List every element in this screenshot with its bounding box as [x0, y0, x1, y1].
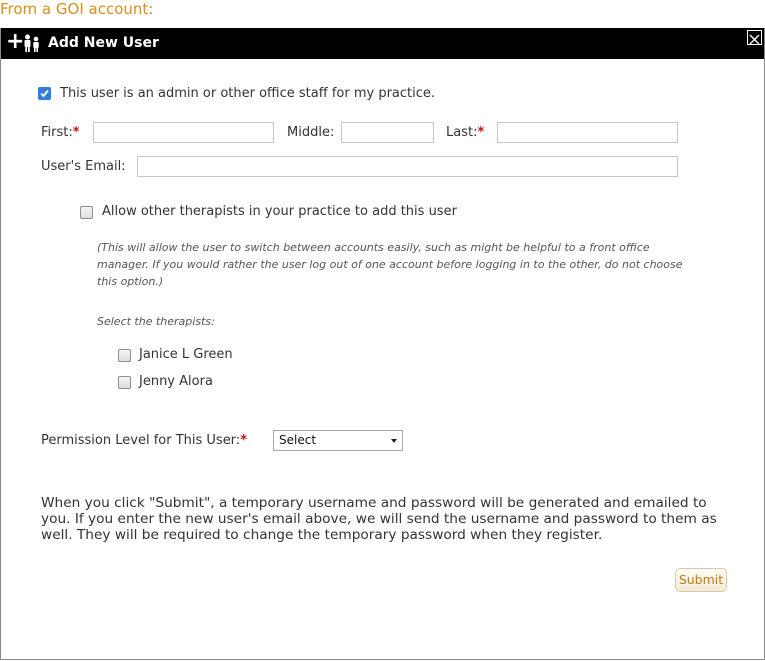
therapist-checkbox-jenny[interactable] [118, 376, 131, 389]
close-x-glyph [748, 33, 761, 46]
middle-name-input[interactable] [341, 122, 434, 143]
required-mark: * [477, 125, 485, 140]
dialog-title: Add New User [48, 35, 159, 51]
required-mark: * [72, 125, 80, 140]
allow-therapists-checkbox[interactable] [80, 206, 93, 219]
select-therapists-label: Select the therapists: [97, 315, 215, 328]
middle-name-label: Middle: [287, 125, 335, 140]
people-icon [23, 34, 41, 52]
submit-info-text: When you click "Submit", a temporary username and password will be generated and emailed to you. If you enter the new user's email above, we will send the username and password to them as well. They will be required to change the temporary password when they register. [41, 495, 717, 543]
submit-button[interactable]: Submit [675, 568, 727, 592]
first-name-label: First:* [41, 125, 80, 140]
permission-level-label: Permission Level for This User:* [41, 433, 247, 448]
allow-therapists-note: (This will allow the user to switch between accounts easily, such as might be helpful to a front office manager. If you would rather the user log out of one account before logging in to the other, do not choose this option.) [97, 241, 683, 288]
chevron-down-icon [391, 439, 397, 443]
therapist-label-janice: Janice L Green [139, 347, 233, 362]
email-input[interactable] [137, 156, 678, 177]
check-icon [39, 88, 50, 99]
caption-text: From a GOI account: [0, 0, 154, 18]
last-name-label: Last:* [446, 125, 485, 140]
add-user-dialog [0, 28, 765, 660]
close-icon[interactable] [747, 30, 762, 45]
therapist-label-jenny: Jenny Alora [139, 374, 213, 389]
dialog-titlebar [1, 28, 764, 59]
therapist-checkbox-janice[interactable] [118, 349, 131, 362]
admin-staff-label: This user is an admin or other office staff for my practice. [60, 86, 436, 101]
first-name-input[interactable] [93, 122, 274, 143]
permission-level-select[interactable] [273, 430, 403, 451]
plus-icon: + [6, 29, 25, 54]
required-mark: * [240, 433, 247, 448]
permission-selected-value: Select [279, 433, 317, 447]
allow-therapists-label: Allow other therapists in your practice to add this user [102, 204, 457, 219]
last-name-input[interactable] [497, 122, 678, 143]
email-label: User's Email: [41, 159, 126, 174]
admin-staff-checkbox[interactable] [38, 87, 51, 100]
